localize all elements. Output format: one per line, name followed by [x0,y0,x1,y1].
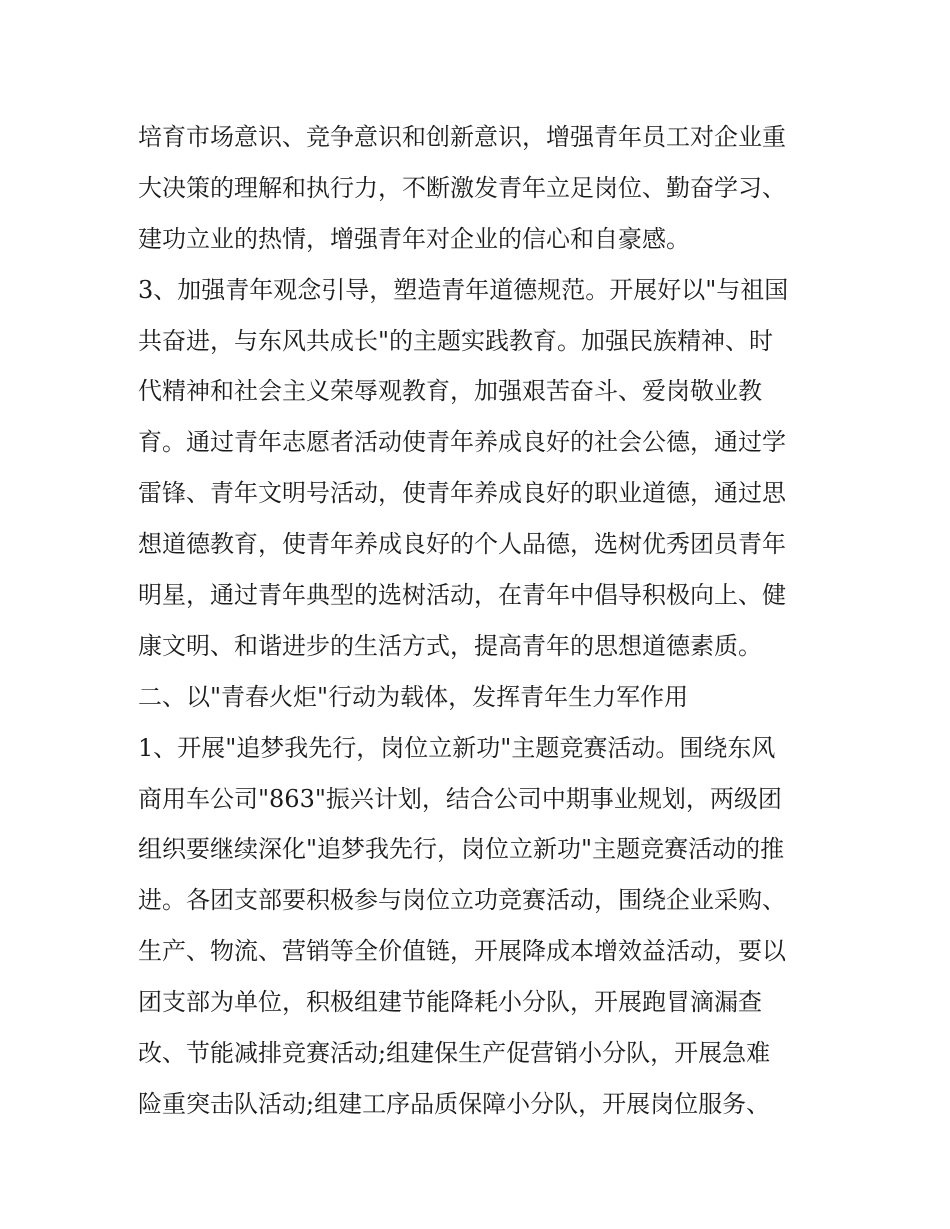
text-line: 1、开展"追梦我先行，岗位立新功"主题竞赛活动。围绕东风 [138,733,776,762]
text-line: 进。各团支部要积极参与岗位立功竞赛活动，围绕企业采购、 [138,886,786,915]
text-line: 代精神和社会主义荣辱观教育，加强艰苦奋斗、爱岗敬业教 [138,377,762,406]
text-line: 改、节能减排竞赛活动;组建保生产促营销小分队，开展急难 [138,1039,771,1068]
text-line: 雷锋、青年文明号活动，使青年养成良好的职业道德，通过思 [138,479,786,508]
text-line: 共奋进，与东风共成长"的主题实践教育。加强民族精神、时 [138,326,774,355]
text-line: 培育市场意识、竞争意识和创新意识，增强青年员工对企业重 [138,123,786,151]
text-line: 团支部为单位，积极组建节能降耗小分队，开展跑冒滴漏查 [138,988,762,1017]
text-line: 想道德教育，使青年养成良好的个人品德，选树优秀团员青年 [138,530,786,559]
text-line: 大决策的理解和执行力，不断激发青年立足岗位、勤奋学习、 [138,173,786,202]
text-line: 险重突击队活动;组建工序品质保障小分队，开展岗位服务、 [138,1089,771,1118]
text-line: 康文明、和谐进步的生活方式，提高青年的思想道德素质。 [138,631,762,660]
text-line: 组织要继续深化"追梦我先行，岗位立新功"主题竞赛活动的推 [138,835,785,864]
document-body [138,112,818,1130]
text-line: 3、加强青年观念引导，塑造青年道德规范。开展好以"与祖国 [138,275,789,304]
text-line: 建功立业的热情，增强青年对企业的信心和自豪感。 [138,224,690,253]
text-line: 商用车公司"863"振兴计划，结合公司中期事业规划，两级团 [138,784,782,813]
section-heading: 二、以"青春火炬"行动为载体，发挥青年生力军作用 [138,682,689,711]
text-line: 生产、物流、营销等全价值链，开展降成本增效益活动，要以 [138,937,786,966]
text-line: 明星，通过青年典型的选树活动，在青年中倡导积极向上、健 [138,581,786,610]
text-line: 育。通过青年志愿者活动使青年养成良好的社会公德，通过学 [138,428,786,457]
